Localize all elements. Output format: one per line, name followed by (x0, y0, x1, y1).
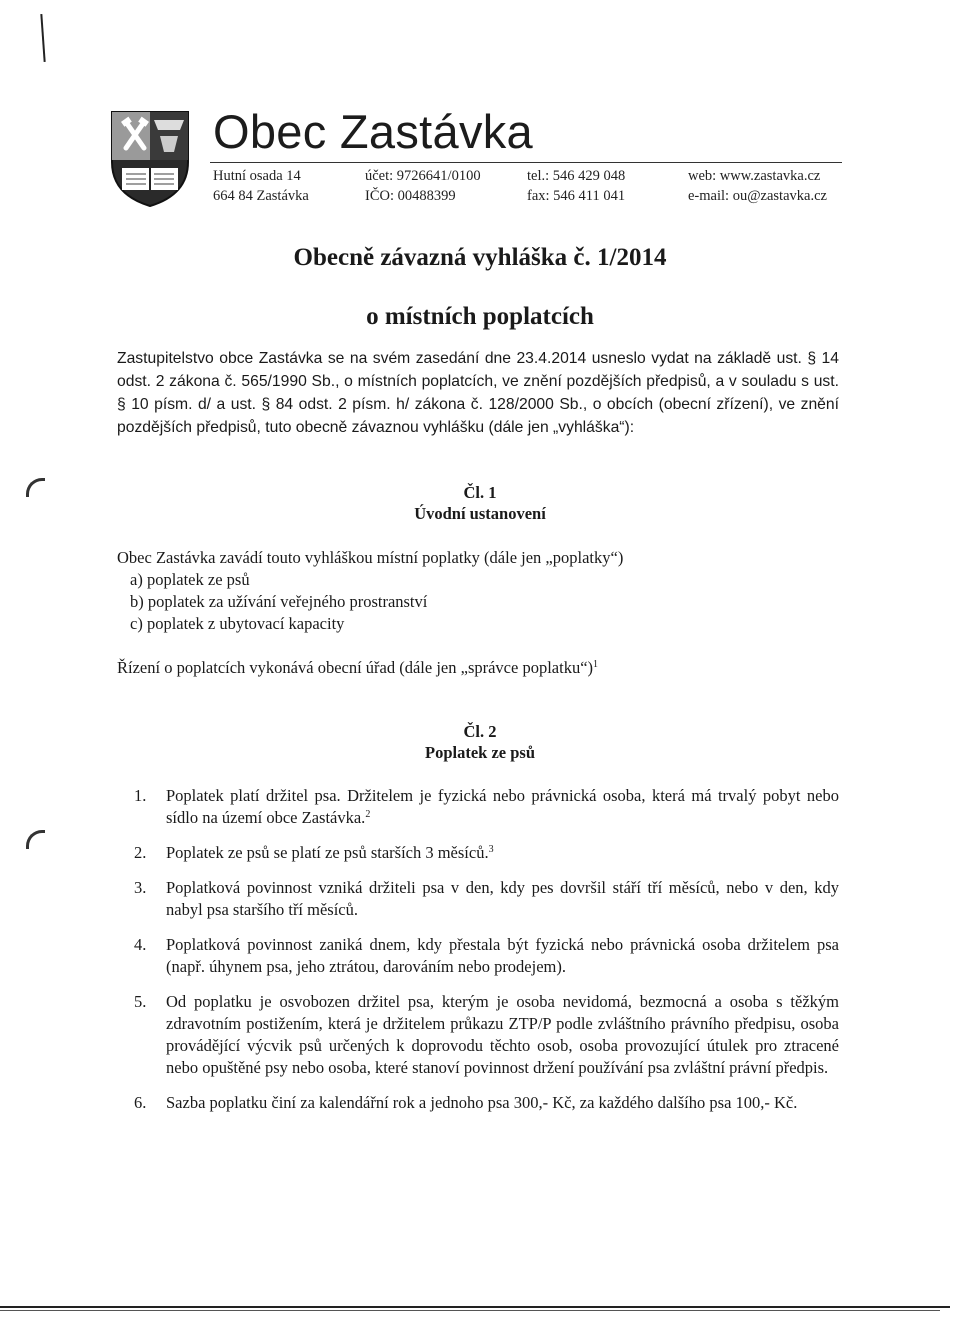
list-item: a) poplatek ze psů (130, 570, 250, 589)
item-text (166, 785, 839, 829)
item-text: Sazba poplatku činí za kalendářní rok a jednoho psa 300,- Kč, za každého dalšího psa 100,- Kč. (166, 1093, 798, 1112)
administration-paragraph (117, 657, 839, 679)
article-1-paragraph: Obec Zastávka zavádí touto vyhláškou místní poplatky (dále jen „poplatky“) (117, 548, 624, 567)
item-number: 6. (134, 1093, 147, 1112)
list-item (134, 1092, 839, 1114)
list-item: c) poplatek z ubytovací kapacity (130, 614, 345, 633)
item-body: Poplatek ze psů se platí ze psů starších 3 měsíců. (166, 843, 489, 862)
article-number: Čl. 2 (463, 722, 497, 741)
web-block (688, 166, 827, 206)
list-item (134, 934, 839, 978)
list-item (134, 842, 839, 864)
list-item (134, 877, 839, 921)
scan-edge-line (0, 1306, 950, 1308)
municipal-crest-icon (108, 108, 192, 208)
item-text: Od poplatku je osvobozen držitel psa, kterým je osoba nevidomá, bezmocná a osoba s těžkým zdravotním postižením, která je držitelem průkazu ZTP/P podle zvláštního právního předpisu, osoba provádějící výcvik psů určených k doprovodu těchto osob, osoba provozující útulek pro ztracené nebo opuštěné psy nebo osoba, které stanoví povinnost držení používání psa zvláštní právní předpis. (166, 992, 839, 1077)
footnote-ref: 2 (365, 809, 371, 820)
item-number: 1. (134, 786, 147, 805)
document-title: Obecně závazná vyhláška č. 1/2014 (293, 244, 667, 271)
article-2-items (134, 785, 839, 1127)
article-2-heading (0, 721, 960, 763)
list-item (134, 991, 839, 1079)
fax: fax: 546 411 041 (527, 188, 626, 204)
municipality-title: Obec Zastávka (213, 105, 533, 158)
list-item (134, 785, 839, 829)
footnote-ref: 3 (488, 844, 494, 855)
footnote-ref: 1 (593, 659, 599, 670)
address-block (213, 166, 309, 206)
article-title: Poplatek ze psů (424, 743, 535, 762)
address-line: Hutní osada 14 (213, 168, 301, 184)
account-block (365, 166, 481, 206)
item-number: 2. (134, 843, 147, 862)
item-number: 5. (134, 992, 147, 1011)
item-number: 3. (134, 878, 147, 897)
telephone: tel.: 546 429 048 (527, 168, 626, 184)
item-text: Poplatková povinnost vzniká držiteli psa v den, kdy pes dovršil stáří tří měsíců, nebo v den, kdy nabyl psa staršího tří měsíců. (166, 878, 839, 919)
article-1-heading (0, 482, 960, 524)
fee-list (130, 569, 427, 635)
item-body: Poplatek platí držitel psa. Držitelem je fyzická nebo právnická osoba, která má trvalý pobyt nebo sídlo na území obce Zastávka. (166, 786, 839, 827)
scan-mark (40, 14, 45, 62)
punch-hole-mark (26, 830, 45, 849)
document-subtitle: o místních poplatcích (366, 303, 594, 330)
website: web: www.zastavka.cz (688, 168, 821, 184)
preamble-paragraph: Zastupitelstvo obce Zastávka se na svém zasedání dne 23.4.2014 usneslo vydat na základě ust. § 14 odst. 2 zákona č. 565/1990 Sb., o místních poplatcích, ve znění pozdějších předpisů, a v souladu s ust. § 10 písm. d/ a ust. § 84 odst. 2 písm. h/ zákona č. 128/2000 Sb., o obcích (obecní zřízení), ve znění pozdějších předpisů, tuto obecně závaznou vyhlášku (dále jen „vyhláška“): (117, 350, 839, 436)
item-number: 4. (134, 935, 147, 954)
header-divider (210, 162, 842, 163)
list-item: b) poplatek za užívání veřejného prostranství (130, 592, 428, 611)
administration-text: Řízení o poplatcích vykonává obecní úřad (dále jen „správce poplatku“) (117, 658, 594, 677)
item-text (166, 842, 839, 864)
article-number: Čl. 1 (463, 483, 497, 502)
item-text: Poplatková povinnost zaniká dnem, kdy přestala být fyzická nebo právnická osoba držitelem psa (např. úhynem psa, jeho ztrátou, darováním nebo prodejem). (166, 935, 839, 976)
address-line: 664 84 Zastávka (213, 188, 309, 204)
article-title: Úvodní ustanovení (414, 504, 546, 523)
phone-block (527, 166, 625, 206)
account-number: účet: 9726641/0100 (365, 168, 481, 184)
scan-edge-line (0, 1310, 940, 1311)
email: e-mail: ou@zastavka.cz (688, 188, 827, 204)
ico-number: IČO: 00488399 (365, 188, 456, 204)
